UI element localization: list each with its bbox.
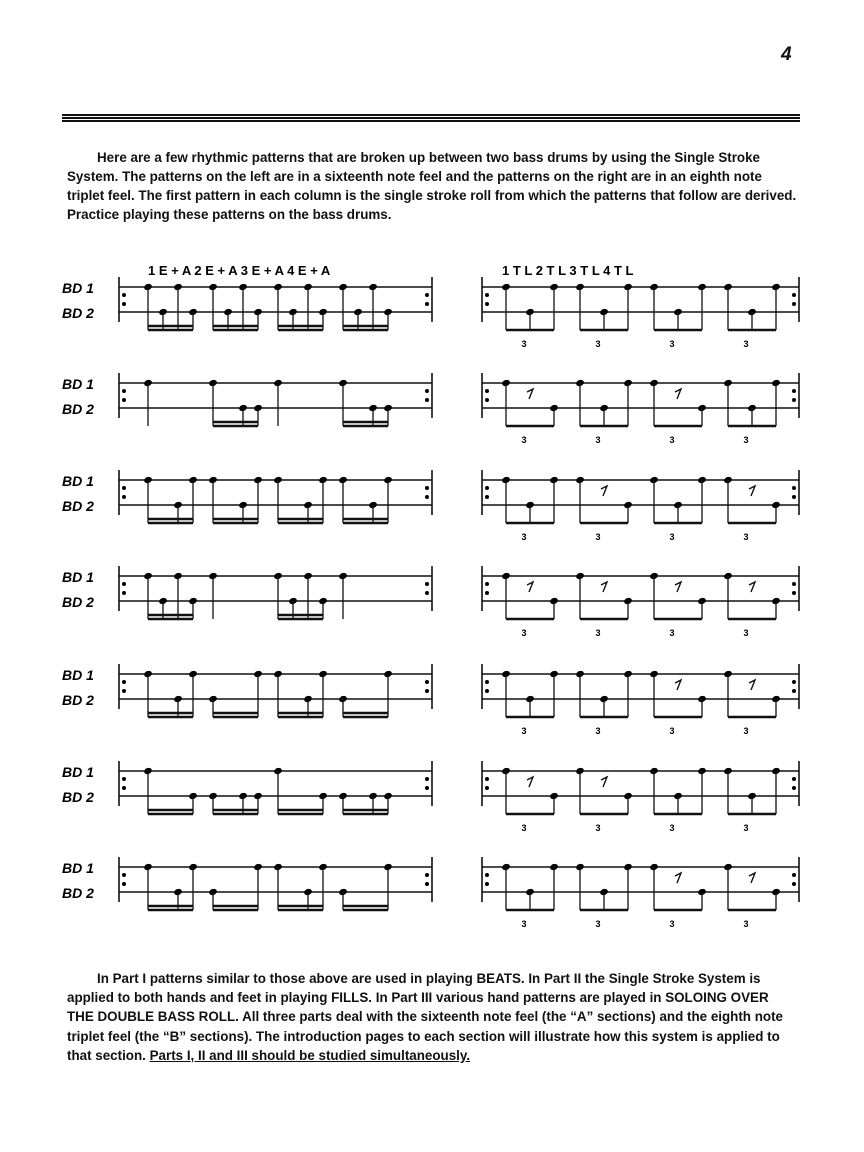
eighth-rest — [749, 582, 755, 592]
left-pattern-5 — [119, 664, 432, 717]
repeat-dot — [122, 398, 126, 402]
repeat-dot — [122, 582, 126, 586]
repeat-dot — [122, 486, 126, 490]
bd1-label: BD 1 — [62, 280, 94, 296]
repeat-dot — [792, 873, 796, 877]
triplet-marker: 3 — [521, 823, 527, 833]
triplet-marker: 3 — [521, 726, 527, 736]
repeat-dot — [122, 389, 126, 393]
repeat-dot — [792, 591, 796, 595]
triplet-marker: 3 — [595, 435, 601, 445]
repeat-dot — [485, 680, 489, 684]
left-pattern-6 — [119, 761, 432, 814]
eighth-rest — [675, 680, 681, 690]
repeat-dot — [485, 293, 489, 297]
triplet-marker: 3 — [743, 435, 749, 445]
repeat-dot — [425, 873, 429, 877]
triplet-marker: 3 — [669, 823, 675, 833]
repeat-dot — [425, 786, 429, 790]
repeat-dot — [792, 786, 796, 790]
repeat-dot — [792, 582, 796, 586]
bd2-label: BD 2 — [62, 692, 94, 708]
left-count-label: 1 E + A 2 E + A 3 E + A 4 E + A — [148, 263, 331, 278]
eighth-rest — [601, 582, 607, 592]
repeat-dot — [425, 591, 429, 595]
triplet-marker: 3 — [669, 628, 675, 638]
triplet-marker: 3 — [743, 919, 749, 929]
repeat-dot — [485, 389, 489, 393]
triplet-marker: 3 — [743, 726, 749, 736]
bd2-label: BD 2 — [62, 594, 94, 610]
right-pattern-3 — [482, 470, 799, 523]
closing-paragraph — [67, 969, 797, 1065]
bd2-label: BD 2 — [62, 401, 94, 417]
repeat-dot — [425, 680, 429, 684]
right-pattern-5 — [482, 664, 799, 717]
triplet-marker: 3 — [521, 532, 527, 542]
repeat-dot — [485, 398, 489, 402]
eighth-rest — [675, 582, 681, 592]
triplet-marker: 3 — [521, 628, 527, 638]
triplet-marker: 3 — [669, 726, 675, 736]
eighth-rest — [527, 389, 533, 399]
repeat-dot — [122, 873, 126, 877]
repeat-dot — [485, 689, 489, 693]
repeat-dot — [122, 882, 126, 886]
repeat-dot — [792, 777, 796, 781]
bd2-label: BD 2 — [62, 498, 94, 514]
right-count-label: 1 T L 2 T L 3 T L 4 T L — [502, 263, 634, 278]
triplet-marker: 3 — [669, 435, 675, 445]
eighth-rest — [675, 873, 681, 883]
closing-text: In Part I patterns similar to those above are used in playing BEATS. In Part II the Single Stroke System is applied to both hands and feet in playing FILLS. In Part III various hand patterns are played in SOLOING OVER THE DOUBLE BASS ROLL. All three parts deal with the sixteenth note feel (the “A” sections) and the eighth note triplet feel (the “B” sections). The introduction pages to each section will illustrate how this system is applied to that section. — [67, 971, 783, 1063]
page-number: 4 — [781, 44, 792, 65]
closing-underlined-text: Parts I, II and III should be studied simultaneously. — [149, 1047, 471, 1063]
triplet-marker: 3 — [595, 726, 601, 736]
repeat-dot — [792, 302, 796, 306]
triplet-marker: 3 — [595, 628, 601, 638]
repeat-dot — [122, 786, 126, 790]
repeat-dot — [485, 486, 489, 490]
repeat-dot — [122, 591, 126, 595]
triplet-marker: 3 — [669, 339, 675, 349]
repeat-dot — [122, 495, 126, 499]
repeat-dot — [425, 495, 429, 499]
bd1-label: BD 1 — [62, 473, 94, 489]
repeat-dot — [425, 882, 429, 886]
repeat-dot — [485, 777, 489, 781]
eighth-rest — [527, 777, 533, 787]
repeat-dot — [122, 293, 126, 297]
eighth-rest — [601, 777, 607, 787]
repeat-dot — [792, 882, 796, 886]
eighth-rest — [749, 680, 755, 690]
triplet-marker: 3 — [521, 339, 527, 349]
repeat-dot — [792, 495, 796, 499]
repeat-dot — [122, 777, 126, 781]
eighth-rest — [601, 486, 607, 496]
repeat-dot — [122, 689, 126, 693]
bd2-label: BD 2 — [62, 789, 94, 805]
repeat-dot — [485, 873, 489, 877]
bd1-label: BD 1 — [62, 860, 94, 876]
repeat-dot — [792, 689, 796, 693]
repeat-dot — [122, 302, 126, 306]
repeat-dot — [792, 680, 796, 684]
left-pattern-7 — [119, 857, 432, 910]
repeat-dot — [425, 689, 429, 693]
repeat-dot — [425, 582, 429, 586]
right-pattern-1 — [482, 277, 799, 330]
triplet-marker: 3 — [743, 339, 749, 349]
triplet-marker: 3 — [595, 532, 601, 542]
repeat-dot — [792, 293, 796, 297]
bd1-label: BD 1 — [62, 376, 94, 392]
bd2-label: BD 2 — [62, 885, 94, 901]
repeat-dot — [792, 486, 796, 490]
bd1-label: BD 1 — [62, 569, 94, 585]
left-pattern-3 — [119, 470, 432, 523]
bd1-label: BD 1 — [62, 764, 94, 780]
repeat-dot — [425, 389, 429, 393]
triplet-marker: 3 — [595, 919, 601, 929]
right-pattern-6 — [482, 761, 799, 814]
eighth-rest — [749, 486, 755, 496]
triplet-marker: 3 — [743, 823, 749, 833]
repeat-dot — [485, 786, 489, 790]
repeat-dot — [485, 582, 489, 586]
left-pattern-4 — [119, 566, 432, 619]
intro-text: Here are a few rhythmic patterns that are broken up between two bass drums by using the Single Stroke System. The patterns on the left are in a sixteenth note feel and the patterns on the right are in an eighth note triplet feel. The first pattern in each column is the single stroke roll from which the patterns that follow are derived. Practice playing these patterns on the bass drums. — [67, 150, 797, 222]
repeat-dot — [425, 486, 429, 490]
eighth-rest — [675, 389, 681, 399]
bd2-label: BD 2 — [62, 305, 94, 321]
repeat-dot — [792, 389, 796, 393]
left-pattern-1 — [119, 277, 432, 330]
triplet-marker: 3 — [521, 435, 527, 445]
triplet-marker: 3 — [669, 919, 675, 929]
bd1-label: BD 1 — [62, 667, 94, 683]
repeat-dot — [792, 398, 796, 402]
triplet-marker: 3 — [595, 823, 601, 833]
right-pattern-7 — [482, 857, 799, 910]
eighth-rest — [749, 873, 755, 883]
repeat-dot — [425, 398, 429, 402]
triplet-marker: 3 — [743, 532, 749, 542]
triplet-marker: 3 — [521, 919, 527, 929]
triplet-marker: 3 — [669, 532, 675, 542]
left-pattern-2 — [119, 373, 432, 426]
repeat-dot — [485, 495, 489, 499]
repeat-dot — [485, 302, 489, 306]
repeat-dot — [425, 293, 429, 297]
repeat-dot — [485, 882, 489, 886]
repeat-dot — [122, 680, 126, 684]
triplet-marker: 3 — [595, 339, 601, 349]
right-pattern-2 — [482, 373, 799, 426]
repeat-dot — [425, 302, 429, 306]
eighth-rest — [527, 582, 533, 592]
repeat-dot — [485, 591, 489, 595]
right-pattern-4 — [482, 566, 799, 619]
triplet-marker: 3 — [743, 628, 749, 638]
repeat-dot — [425, 777, 429, 781]
